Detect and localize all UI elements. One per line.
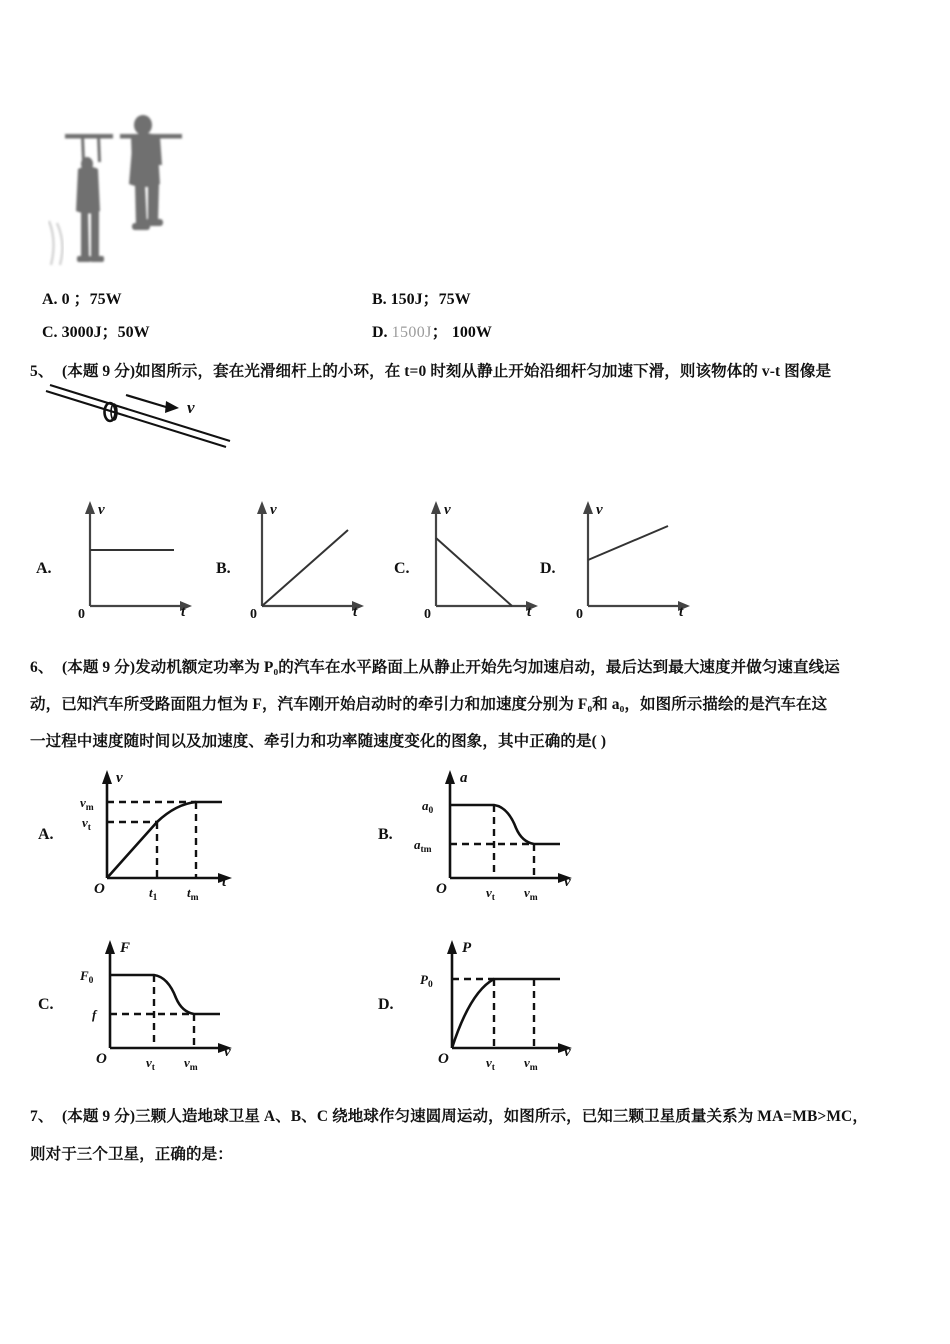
q6-c-xtick-vt: $v_t$	[146, 1055, 155, 1073]
q6-b-xtick-vm: $v_m$	[524, 885, 538, 903]
q6-choice-b-label[interactable]: B.	[378, 826, 393, 843]
q6-graph-c	[72, 930, 262, 1075]
q5-c-x-axis-label: t	[527, 604, 532, 620]
q5-graph-a	[78, 498, 198, 622]
q6-c-x-axis-label: v	[224, 1044, 231, 1060]
q7-stem-line2: 则对于三个卫星，正确的是：	[30, 1146, 233, 1163]
q6-c-y-axis-label: F	[120, 940, 131, 956]
q6-choice-a-label[interactable]: A.	[38, 826, 54, 843]
q6-b-origin-label: O	[436, 881, 447, 897]
q4-option-a-text: 0 ；75W	[61, 291, 122, 308]
q6-b-x-axis-label: v	[564, 874, 571, 890]
q6-a-x-axis-label: t	[222, 874, 227, 890]
q5-a-origin-label: 0	[78, 607, 85, 622]
q5-c-origin-label: 0	[424, 607, 431, 622]
q5-a-x-axis-label: t	[181, 604, 186, 620]
q6-d-xtick-vt: $v_t$	[486, 1055, 495, 1073]
q6-a-xtick-t1: $t_1$	[149, 885, 158, 903]
q4-option-b[interactable]	[372, 286, 471, 309]
q7-number: 7、	[30, 1108, 54, 1125]
q6-choice-d-label[interactable]: D.	[378, 996, 394, 1013]
q6-a-origin-label: O	[94, 881, 105, 897]
q6-graph-d	[412, 930, 602, 1075]
q6-stem-line1: (本题 9 分)发动机额定功率为 P₀的汽车在水平路面上从静止开始先匀加速启动，最后达到最大速度并做匀速直线运	[62, 659, 840, 676]
q5-a-y-axis-label: v	[98, 502, 105, 518]
q5-number: 5、	[30, 363, 54, 380]
q5-d-y-axis-label: v	[596, 502, 603, 518]
q7-stem-line1: (本题 9 分)三颗人造地球卫星 A、B、C 绕地球作匀速圆周运动，如图所示，已知三颗卫星质量关系为 MA=MB>MC，	[62, 1108, 868, 1125]
q5-b-x-axis-label: t	[353, 604, 358, 620]
q6-a-xtick-tm: $t_m$	[187, 885, 199, 903]
q5-velocity-label: v	[187, 398, 195, 417]
q6-b-xtick-vt: $v_t$	[486, 885, 495, 903]
q6-stem-line3: 一过程中速度随时间以及加速度、牵引力和功率随速度变化的图象，其中正确的是( )	[30, 733, 607, 750]
q4-option-d-text: 100W	[451, 324, 492, 341]
q4-option-c[interactable]	[42, 319, 150, 342]
q5-c-y-axis-label: v	[444, 502, 451, 518]
q4-option-c-text: 3000J；50W	[61, 324, 150, 341]
q4-option-d-label: D.	[372, 324, 388, 341]
q6-d-origin-label: O	[438, 1051, 449, 1067]
q5-graph-b	[250, 498, 370, 622]
q6-c-ytick-f: f	[92, 1007, 97, 1022]
q6-b-y-axis-label: a	[460, 770, 468, 786]
q6-c-xtick-vm: $v_m$	[184, 1055, 198, 1073]
q5-choice-b-label[interactable]: B.	[216, 560, 231, 577]
q6-d-ytick-P0: $P_0$	[420, 972, 433, 990]
q6-choice-c-label[interactable]: C.	[38, 996, 54, 1013]
q6-a-y-axis-label: v	[116, 770, 123, 786]
q5-choice-d-label[interactable]: D.	[540, 560, 556, 577]
q6-stem-line2: 动，已知汽车所受路面阻力恒为 F，汽车刚开始启动时的牵引力和加速度分别为 F₀和 a₀，如图所示描绘的是汽车在这	[30, 696, 828, 713]
q5-choice-a-label[interactable]: A.	[36, 560, 52, 577]
q5-b-y-axis-label: v	[270, 502, 277, 518]
ring-glyph	[105, 403, 118, 421]
q6-graph-a	[72, 760, 262, 905]
q6-d-x-axis-label: v	[564, 1044, 571, 1060]
q5-choice-c-label[interactable]: C.	[394, 560, 410, 577]
q6-b-ytick-atm: $a_{tm}$	[414, 837, 432, 855]
q5-d-origin-label: 0	[576, 607, 583, 622]
q6-graph-b	[412, 760, 602, 905]
pullup-bar-photo	[45, 103, 220, 268]
q6-a-ytick-vm: $v_m$	[80, 795, 94, 813]
q6-b-ytick-a0: $a_0$	[422, 798, 434, 816]
q4-option-d[interactable]	[372, 319, 492, 342]
q6-number: 6、	[30, 659, 54, 676]
q6-c-origin-label: O	[96, 1051, 107, 1067]
q4-option-d-separator: ；	[431, 324, 448, 341]
q6-d-y-axis-label: P	[462, 940, 472, 956]
q4-option-c-label: C.	[42, 324, 58, 341]
q5-d-x-axis-label: t	[679, 604, 684, 620]
q6-c-ytick-F0: $F_0$	[80, 968, 94, 986]
q5-graph-c	[424, 498, 544, 622]
q5-stem: (本题 9 分)如图所示，套在光滑细杆上的小环，在 t=0 时刻从静止开始沿细杆匀加速下滑，则该物体的 v-t 图像是	[62, 363, 832, 380]
q4-option-a-label: A.	[42, 291, 58, 308]
q4-option-b-label: B.	[372, 291, 387, 308]
q5-inclined-rod-diagram	[38, 383, 233, 455]
q6-d-xtick-vm: $v_m$	[524, 1055, 538, 1073]
q5-graph-d	[576, 498, 696, 622]
q6-a-ytick-vt: $v_t$	[82, 815, 91, 833]
q4-option-a[interactable]	[42, 286, 122, 309]
q4-option-b-text: 150J；75W	[390, 291, 471, 308]
q5-b-origin-label: 0	[250, 607, 257, 622]
q4-option-d-faded-value: 1500J	[391, 324, 432, 341]
